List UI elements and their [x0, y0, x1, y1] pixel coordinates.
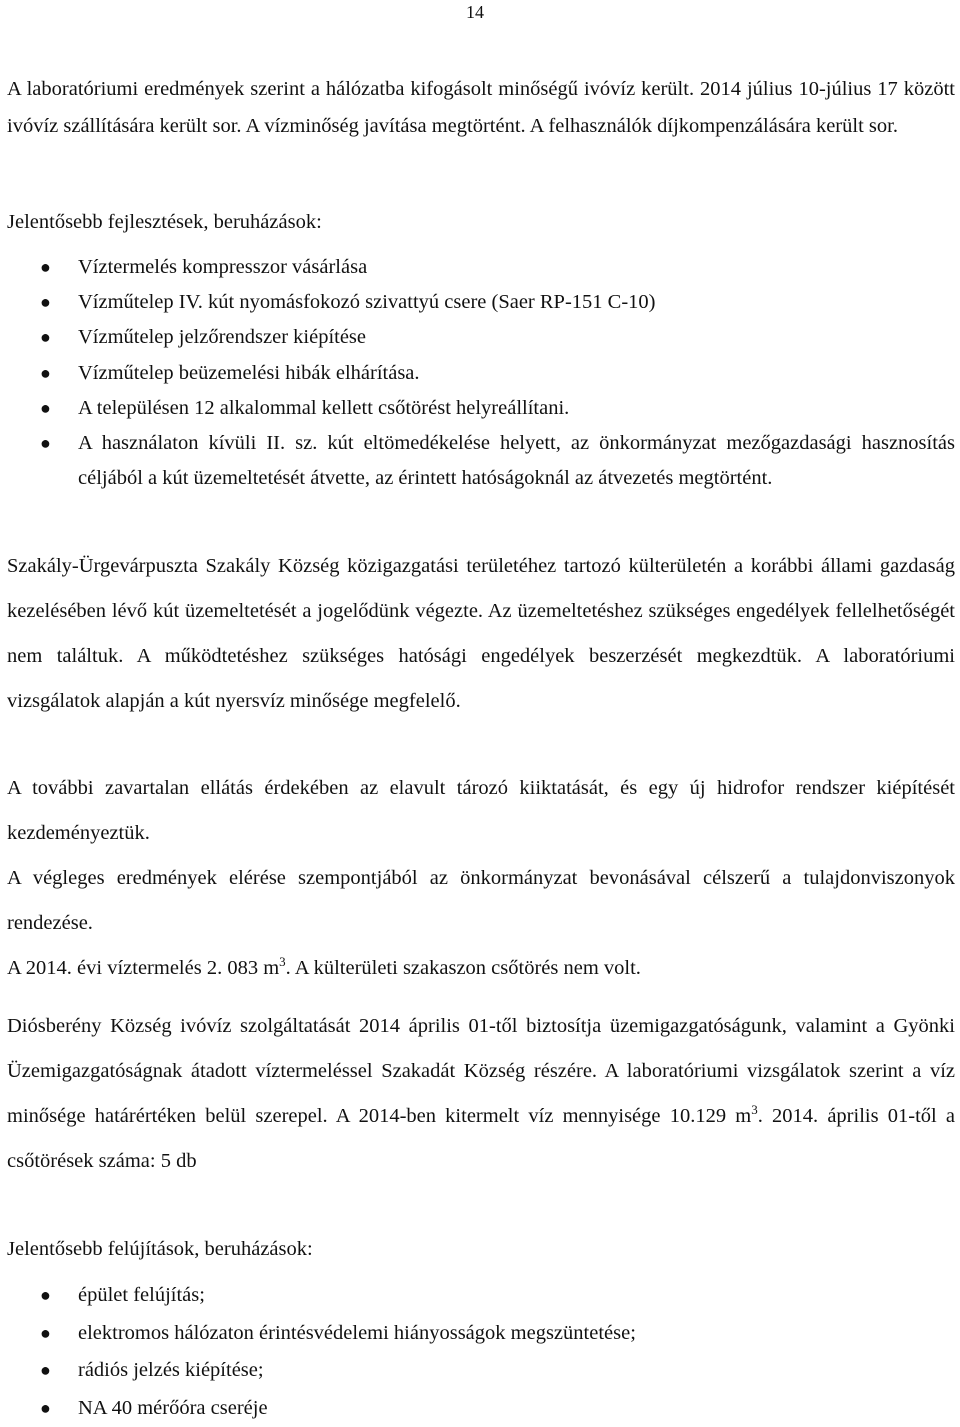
paragraph-water-quality: A laboratóriumi eredmények szerint a hálózatba kifogásolt minőségű ivóvíz került. 2014 július 10-július 17 között ivóvíz szállítására került sor. A vízminőség javítása megtörtént. A felhasználók díjkompenzálására került sor. — [7, 71, 955, 144]
paragraph-szakaly: Szakály-Ürgevárpuszta Szakály Község közigazgatási területéhez tartozó külterületén a korábbi állami gazdaság kezelésében lévő kút üzemeltetését a jogelődünk végezte. Az üzemeltetéshez szükséges engedélyek fellelhetőségét nem találtuk. A működtetéshez szükséges hatósági engedélyek beszerzését megkezdtük. A laboratóriumi vizsgálatok alapján a kút nyersvíz minősége megfelelő. — [7, 544, 955, 724]
paragraph-diosbereny: Diósberény Község ivóvíz szolgáltatását 2014 április 01-től biztosítja üzemigazgatóságunk, valamint a Gyönki Üzemigazgatóságnak átadott víztermeléssel Szakadát Község részére. A laboratóriumi vizsgálatok szerint a víz minősége határértéken belül szerepel. A 2014-ben kitermelt víz mennyisége 10.129 $m^3$. 2014. április 01-től a csőtörések száma: 5 db — [7, 1004, 955, 1184]
bullet-icon: ● — [40, 320, 51, 355]
bullet-icon: ● — [40, 1352, 51, 1390]
list-item: ● A használaton kívüli II. sz. kút eltömedékelése helyett, az önkormányzat mezőgazdasági hasznosítás céljából a kút üzemeltetését átvette, az érintett hatóságoknál az átvezetés megtörtént. — [0, 426, 960, 496]
page-number: 14 — [466, 2, 484, 23]
bullet-icon: ● — [40, 285, 51, 320]
list-item: ● rádiós jelzés kiépítése; — [0, 1352, 960, 1390]
list-item: ● Víztermelés kompresszor vásárlása — [0, 250, 960, 285]
list-item: ● Vízműtelep IV. kút nyomásfokozó szivattyú csere (Saer RP-151 C-10) — [0, 285, 960, 320]
bullet-icon: ● — [40, 426, 51, 461]
paragraph-production-2014: A 2014. évi víztermelés 2. 083 $m^3$. A külterületi szakaszon csőtörés nem volt. — [7, 946, 955, 991]
list-item: ● épület felújítás; — [0, 1277, 960, 1315]
renovations-list — [0, 1277, 960, 1427]
list-item: ● elektromos hálózaton érintésvédelemi hiányosságok megszüntetése; — [0, 1315, 960, 1353]
bullet-icon: ● — [40, 1315, 51, 1353]
bullet-icon: ● — [40, 356, 51, 391]
paragraph-renovations-heading: Jelentősebb felújítások, beruházások: — [7, 1227, 955, 1272]
paragraph-ownership: A végleges eredmények elérése szempontjából az önkormányzat bevonásával célszerű a tulajdonviszonyok rendezése. — [7, 856, 955, 946]
list-item: ● A településen 12 alkalommal kellett csőtörést helyreállítani. — [0, 391, 960, 426]
bullet-icon: ● — [40, 250, 51, 285]
list-item: ● Vízműtelep jelzőrendszer kiépítése — [0, 320, 960, 355]
bullet-icon: ● — [40, 391, 51, 426]
developments-list — [0, 250, 960, 496]
bullet-icon: ● — [40, 1277, 51, 1315]
bullet-icon: ● — [40, 1390, 51, 1427]
paragraph-hydrofor: A további zavartalan ellátás érdekében az elavult tározó kiiktatását, és egy új hidrofor rendszer kiépítését kezdeményeztük. — [7, 766, 955, 856]
list-item: ● NA 40 mérőóra cseréje — [0, 1390, 960, 1427]
list-item: ● Vízműtelep beüzemelési hibák elhárítása. — [0, 356, 960, 391]
paragraph-developments-heading: Jelentősebb fejlesztések, beruházások: — [7, 204, 955, 241]
